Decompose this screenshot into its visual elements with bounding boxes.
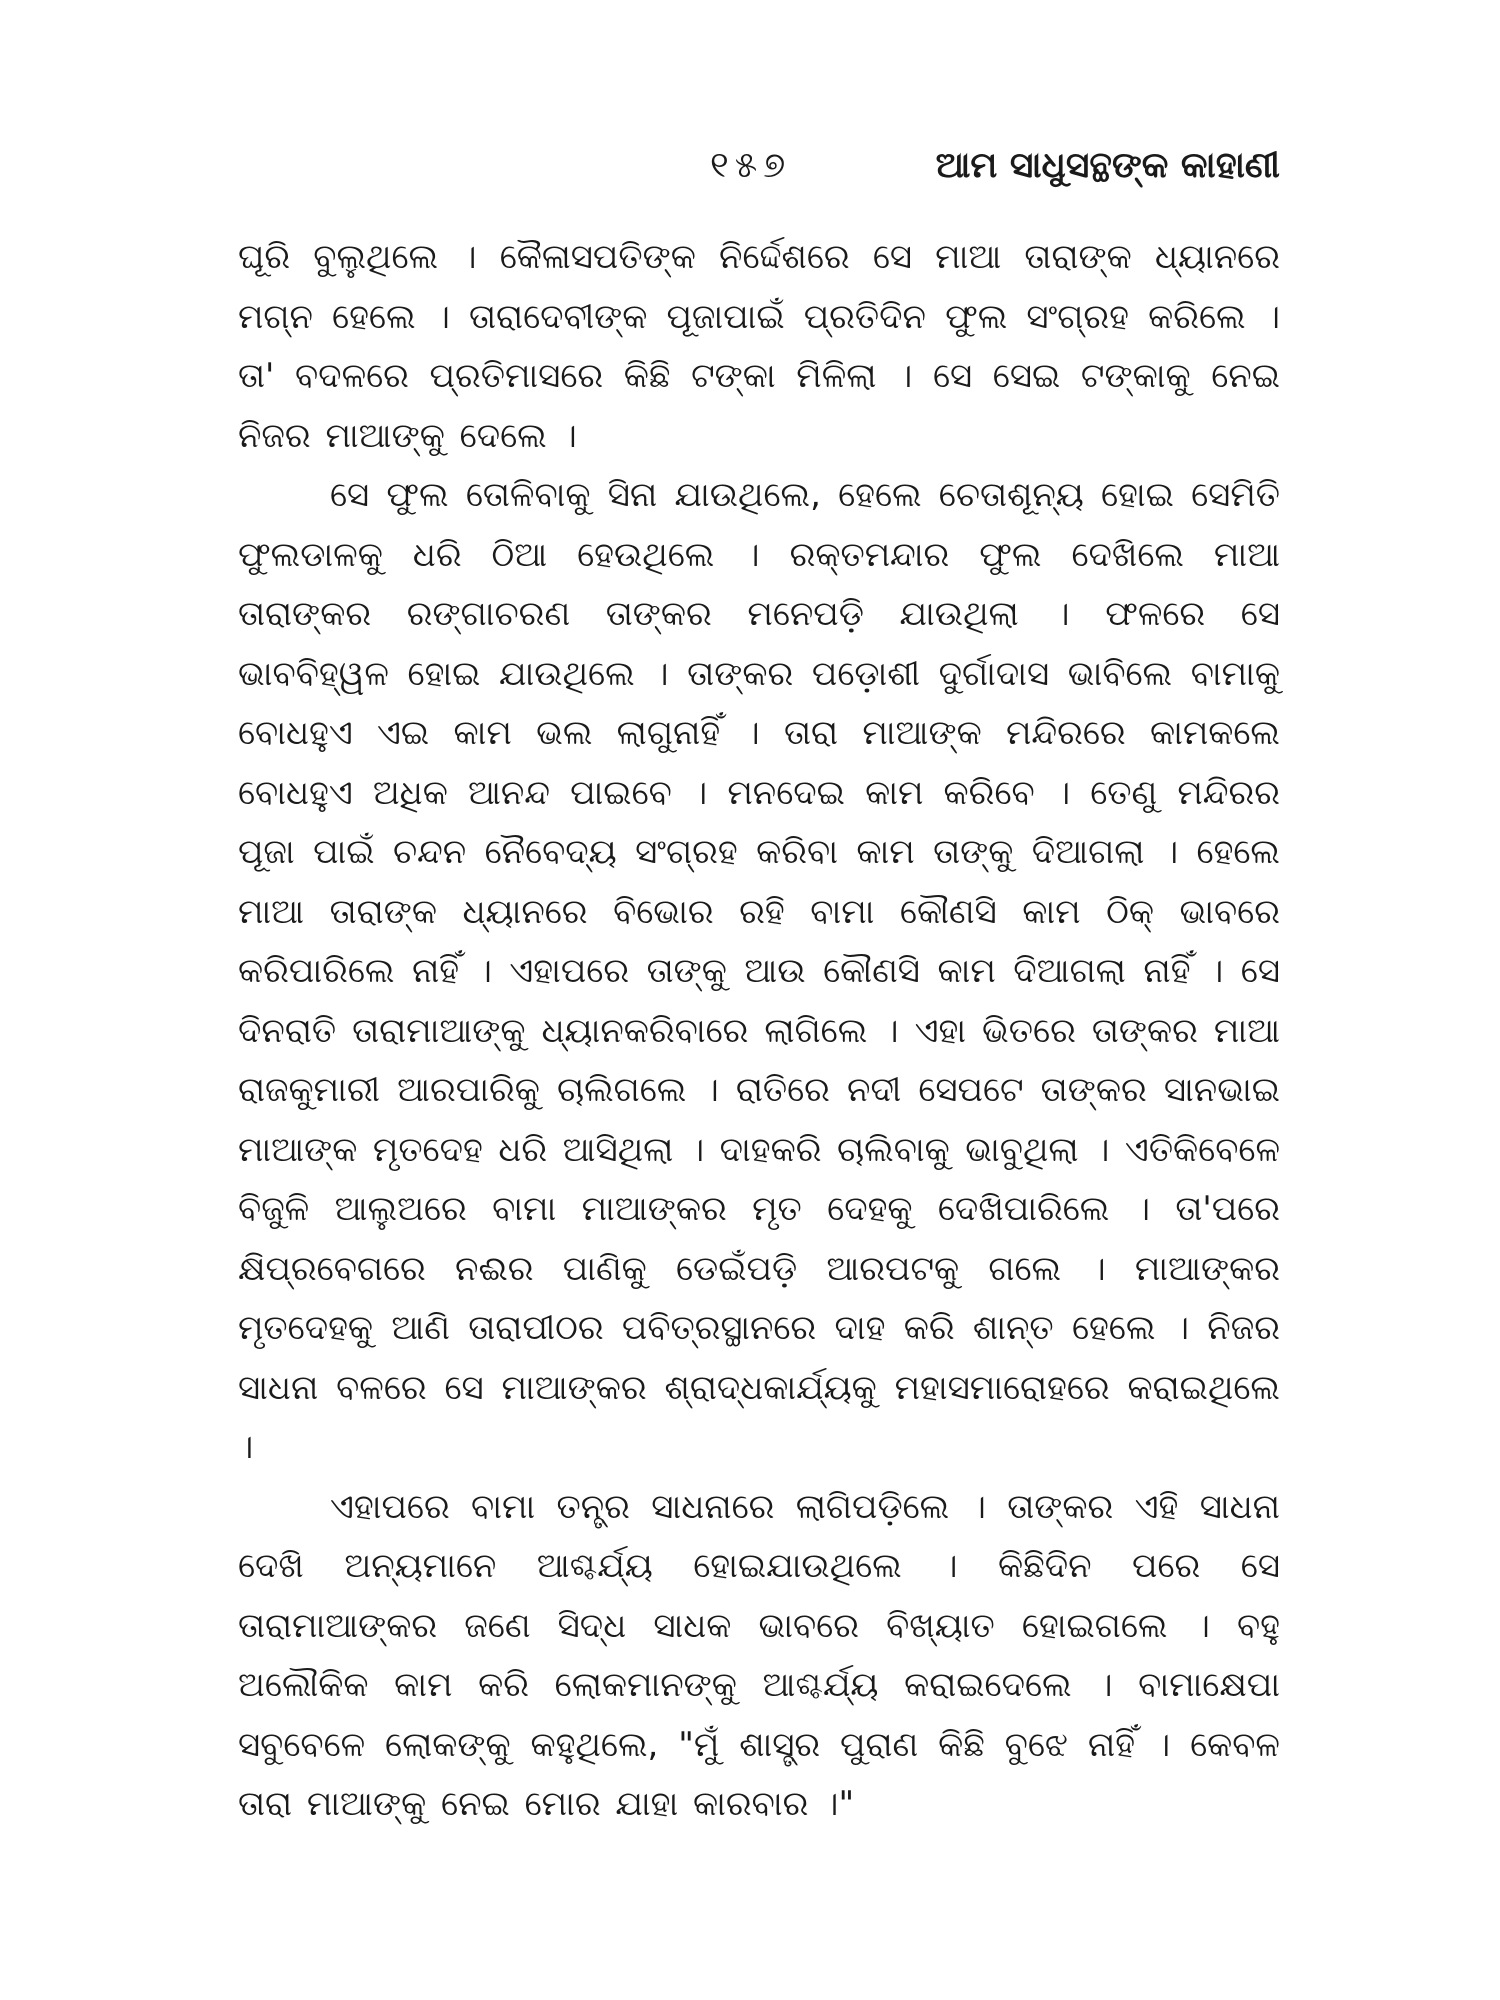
running-title: ଆମ ସାଧୁସନ୍ଥଙ୍କ କାହାଣୀ (935, 145, 1280, 186)
paragraph-2: ସେ ଫୁଲ ତୋଳିବାକୁ ସିନା ଯାଉଥିଲେ, ହେଲେ ଚେତାଶୂନ୍ୟ ହୋଇ ସେମିତି ଫୁଲଡାଳକୁ ଧରି ଠିଆ ହେଉଥିଲେ । ରକ୍ତମନ୍ଦାର ଫୁଲ ଦେଖିଲେ ମାଆ ତାରାଙ୍କର ରଙ୍ଗାଚରଣ ତାଙ୍କର ମନେପଡ଼ି ଯାଉଥିଲା । ଫଳରେ ସେ ଭାବବିହ୍ୱଳ ହୋଇ ଯାଉଥିଲେ । ତାଙ୍କର ପଡ଼ୋଶୀ ଦୁର୍ଗାଦାସ ଭାବିଲେ ବାମାକୁ ବୋଧହୁଏ ଏଇ କାମ ଭଲ ଲାଗୁନାହିଁ । ତାରା ମାଆଙ୍କ ମନ୍ଦିରରେ କାମକଲେ ବୋଧହୁଏ ଅଧିକ ଆନନ୍ଦ ପାଇବେ । ମନଦେଇ କାମ କରିବେ । ତେଣୁ ମନ୍ଦିରର ପୂଜା ପାଇଁ ଚନ୍ଦନ ନୈବେଦ୍ୟ ସଂଗ୍ରହ କରିବା କାମ ତାଙ୍କୁ ଦିଆଗଲା । ହେଲେ ମାଆ ତାରାଙ୍କ ଧ୍ୟାନରେ ବିଭୋର ରହି ବାମା କୌଣସି କାମ ଠିକ୍ ଭାବରେ କରିପାରିଲେ ନାହିଁ । ଏହାପରେ ତାଙ୍କୁ ଆଉ କୌଣସି କାମ ଦିଆଗଲା ନାହିଁ । ସେ ଦିନରାତି ତାରାମାଆଙ୍କୁ ଧ୍ୟାନକରିବାରେ ଲାଗିଲେ । ଏହା ଭିତରେ ତାଙ୍କର ମାଆ ରାଜକୁମାରୀ ଆରପାରିକୁ ଚାଲିଗଲେ । ରାତିରେ ନଦୀ ସେପଟେ ତାଙ୍କର ସାନଭାଇ ମାଆଙ୍କ ମୃତଦେହ ଧରି ଆସିଥିଲା । ଦାହକରି ଚାଲିବାକୁ ଭାବୁଥିଲା । ଏତିକିବେଳେ ବିଜୁଳି ଆଲୁଅରେ ବାମା ମାଆଙ୍କର ମୃତ ଦେହକୁ ଦେଖିପାରିଲେ । ତା'ପରେ କ୍ଷିପ୍ରବେଗରେ ନଈର ପାଣିକୁ ଡେଇଁପଡ଼ି ଆରପଟକୁ ଗଲେ । ମାଆଙ୍କର ମୃତଦେହକୁ ଆଣି ତାରାପୀଠର ପବିତ୍ରସ୍ଥାନରେ ଦାହ କରି ଶାନ୍ତ ହେଲେ । ନିଜର ସାଧନା ବଳରେ ସେ ମାଆଙ୍କର ଶ୍ରାଦ୍ଧକାର୍ଯ୍ୟକୁ ମହାସମାରୋହରେ କରାଇଥିଲେ । (238, 475, 1280, 1467)
body-text (238, 228, 1280, 1835)
page-number: ୧୫୭ (710, 145, 792, 186)
page-header (240, 145, 1280, 205)
paragraph-3: ଏହାପରେ ବାମା ତନ୍ତ୍ର ସାଧନାରେ ଲାଗିପଡ଼ିଲେ । ତାଙ୍କର ଏହି ସାଧନା ଦେଖି ଅନ୍ୟମାନେ ଆଶ୍ଚର୍ଯ୍ୟ ହୋଇଯାଉଥିଲେ । କିଛିଦିନ ପରେ ସେ ତାରାମାଆଙ୍କର ଜଣେ ସିଦ୍ଧ ସାଧକ ଭାବରେ ବିଖ୍ୟାତ ହୋଇଗଲେ । ବହୁ ଅଲୌକିକ କାମ କରି ଲୋକମାନଙ୍କୁ ଆଶ୍ଚର୍ଯ୍ୟ କରାଇଦେଲେ । ବାମାକ୍ଷେପା ସବୁବେଳେ ଲୋକଙ୍କୁ କହୁଥିଲେ, "ମୁଁ ଶାସ୍ତ୍ର ପୁରାଣ କିଛି ବୁଝେ ନାହିଁ । କେବଳ ତାରା ମାଆଙ୍କୁ ନେଇ ମୋର ଯାହା କାରବାର ।" (238, 1486, 1280, 1824)
paragraph-1: ଘୂରି ବୁଲୁଥିଲେ । କୈଳାସପତିଙ୍କ ନିର୍ଦ୍ଦେଶରେ ସେ ମାଆ ତାରାଙ୍କ ଧ୍ୟାନରେ ମଗ୍ନ ହେଲେ । ତାରାଦେବୀଙ୍କ ପୂଜାପାଇଁ ପ୍ରତିଦିନ ଫୁଲ ସଂଗ୍ରହ କରିଲେ । ତା' ବଦଳରେ ପ୍ରତିମାସରେ କିଛି ଟଙ୍କା ମିଳିଲା । ସେ ସେଇ ଟଙ୍କାକୁ ନେଇ ନିଜର ମାଆଙ୍କୁ ଦେଲେ । (238, 237, 1280, 456)
